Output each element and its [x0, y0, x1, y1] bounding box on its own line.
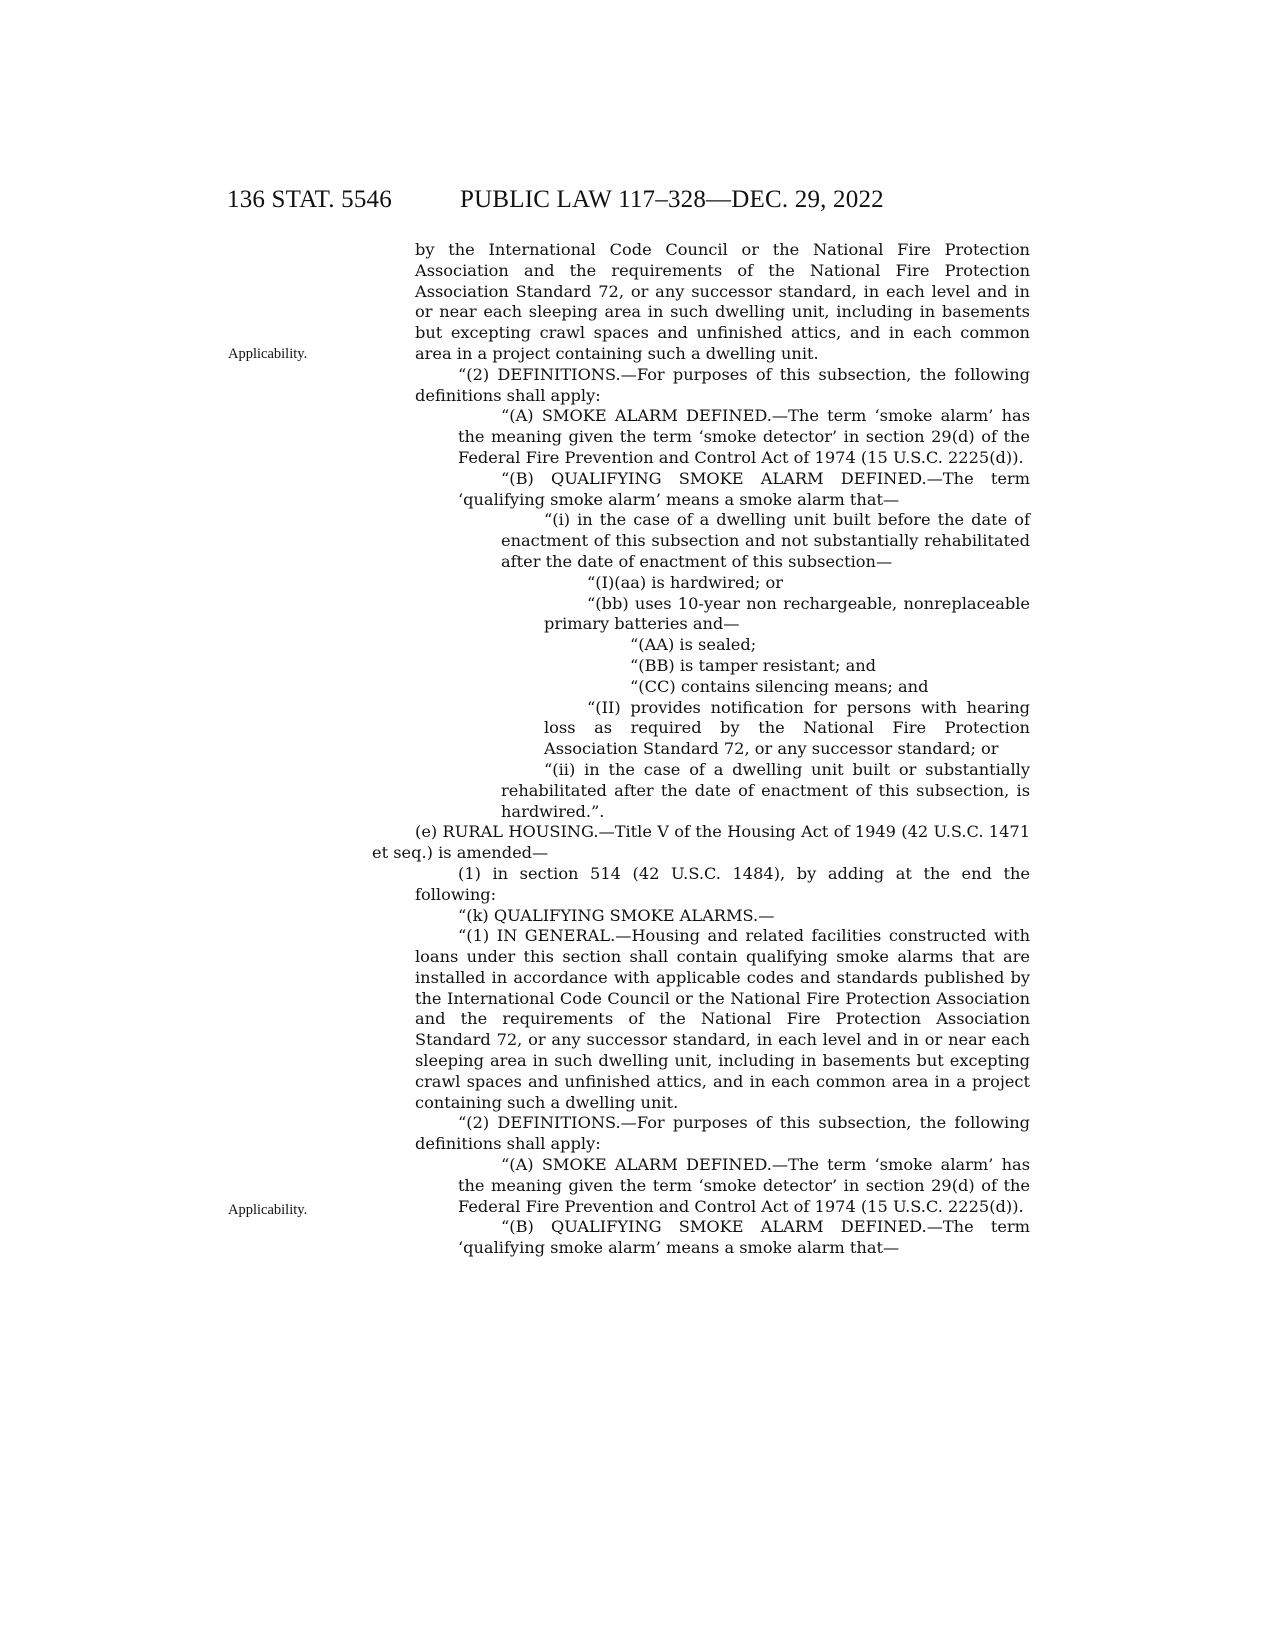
paragraph: (e) RURAL HOUSING.—Title V of the Housing Act of 1949 (42 U.S.C. 1471 et seq.) is amended— [372, 822, 1030, 863]
paragraph: “(1) IN GENERAL.—Housing and related facilities constructed with loans under this section shall contain qualifying smoke alarms that are installed in accordance with applicable codes and standards published by the International Code Council or the National Fire Protection Association and the requirements of the National Fire Protection Association Standard 72, or any successor standard, in each level and in or near each sleeping area in such dwelling unit, including in basements but excepting crawl spaces and unfinished attics, and in each common area in a project containing such a dwelling unit. [415, 926, 1030, 1112]
paragraph: “(B) QUALIFYING SMOKE ALARM DEFINED.—The term ‘qualifying smoke alarm’ means a smoke alarm that— [458, 1217, 1030, 1258]
paragraph: “(2) DEFINITIONS.—For purposes of this subsection, the following definitions shall apply: [415, 1113, 1030, 1154]
paragraph: “(2) DEFINITIONS.—For purposes of this subsection, the following definitions shall apply: [415, 364, 1030, 405]
stat-reference: 136 STAT. 5546 [227, 186, 392, 213]
paragraph: “(II) provides notification for persons with hearing loss as required by the National Fire Protection Association Standard 72, or any successor standard; or [544, 697, 1030, 759]
paragraph: “(ii) in the case of a dwelling unit built or substantially rehabilitated after the date of enactment of this subsection, is hardwired.”. [501, 759, 1030, 821]
margin-note: Applicability. [228, 346, 308, 362]
paragraph: “(A) SMOKE ALARM DEFINED.—The term ‘smoke alarm’ has the meaning given the term ‘smoke detector’ in section 29(d) of the Federal Fire Prevention and Control Act of 1974 (15 U.S.C. 2225(d)). [458, 1155, 1030, 1216]
paragraph: by the International Code Council or the National Fire Protection Association and the requirements of the National Fire Protection Association Standard 72, or any successor standard, in each level and in or near each sleeping area in such dwelling unit, including in basements but excepting crawl spaces and unfinished attics, and in each common area in a project containing such a dwelling unit. [415, 240, 1030, 363]
paragraph: “(AA) is sealed; [630, 635, 757, 655]
paragraph: “(k) QUALIFYING SMOKE ALARMS.— [458, 905, 775, 925]
document-body [372, 240, 1030, 1259]
paragraph: “(CC) contains silencing means; and [630, 676, 929, 696]
running-header: PUBLIC LAW 117–328—DEC. 29, 2022 [460, 186, 884, 213]
margin-note: Applicability. [228, 1202, 308, 1218]
paragraph: “(B) QUALIFYING SMOKE ALARM DEFINED.—The term ‘qualifying smoke alarm’ means a smoke alarm that— [458, 468, 1030, 509]
paragraph: “(i) in the case of a dwelling unit built before the date of enactment of this subsection and not substantially rehabilitated after the date of enactment of this subsection— [501, 510, 1030, 571]
paragraph: “(A) SMOKE ALARM DEFINED.—The term ‘smoke alarm’ has the meaning given the term ‘smoke detector’ in section 29(d) of the Federal Fire Prevention and Control Act of 1974 (15 U.S.C. 2225(d)). [458, 406, 1030, 467]
paragraph: “(bb) uses 10-year non rechargeable, nonreplaceable primary batteries and— [544, 593, 1030, 634]
paragraph: “(BB) is tamper resistant; and [630, 655, 877, 675]
paragraph: (1) in section 514 (42 U.S.C. 1484), by adding at the end the following: [415, 863, 1030, 904]
paragraph: “(I)(aa) is hardwired; or [587, 572, 783, 592]
